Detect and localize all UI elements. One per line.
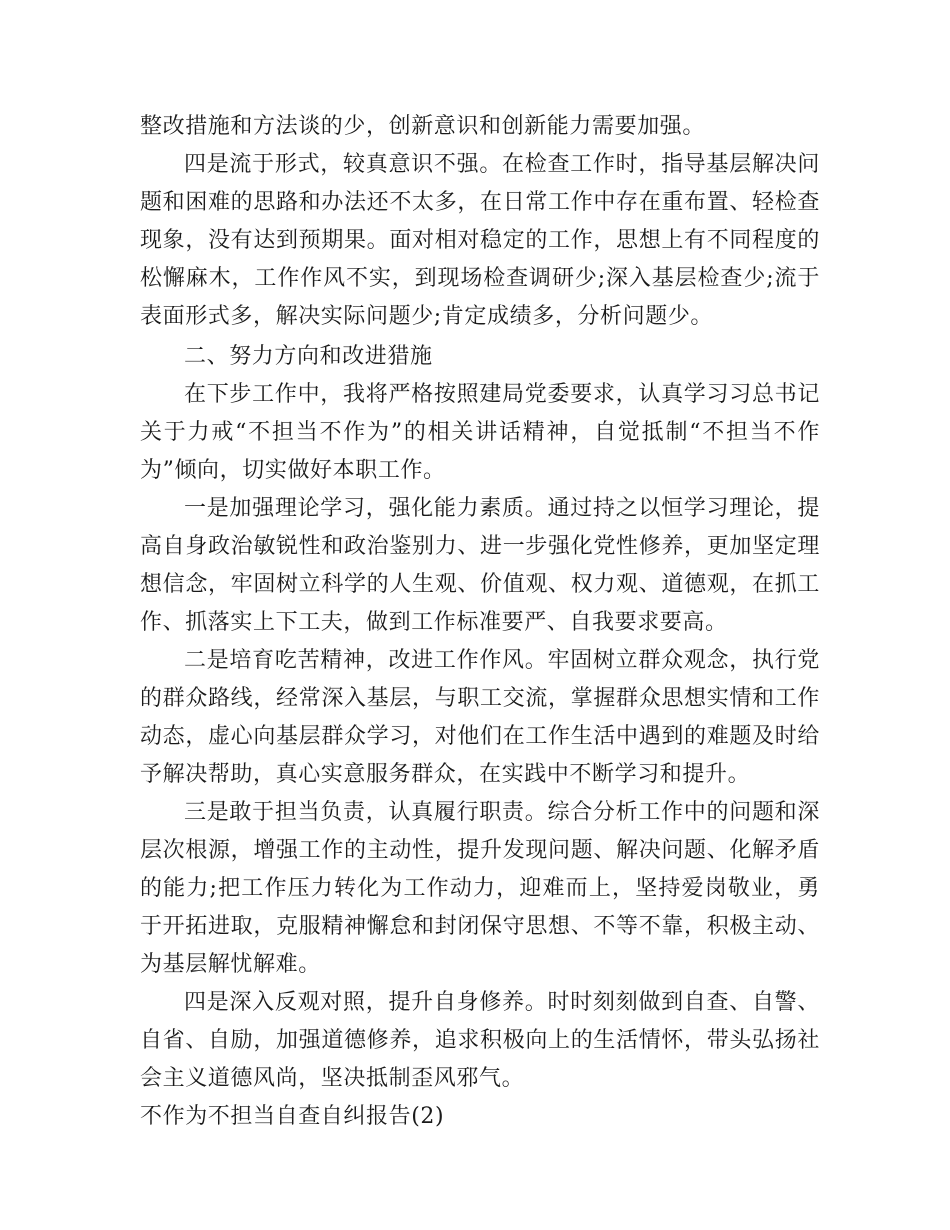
document-body <box>140 108 820 1136</box>
paragraph-self-cultivation: 四是深入反观对照，提升自身修养。时时刻刻做到自查、自警、自省、自励，加强道德修养，追求积极向上的生活情怀，带头弘扬社会主义道德风尚，坚决抵制歪风邪气。 <box>140 990 820 1091</box>
section-heading: 二、努力方向和改进猎施 <box>184 344 433 369</box>
paragraph-work-style: 二是培育吃苦精神，改进工作作风。牢固树立群众观念，执行党的群众路线，经常深入基层，与职工交流，掌握群众思想实情和工作动态，虚心向基层群众学习，对他们在工作生活中遇到的难题及时给予解决帮助，真心实意服务群众，在实践中不断学习和提升。 <box>140 648 820 787</box>
paragraph-continuation: 整改措施和方法谈的少，创新意识和创新能力需要加强。 <box>140 114 706 139</box>
paragraph-formalism: 四是流于形式，较真意识不强。在检查工作时，指导基层解决问题和困难的思路和办法还不太多，在日常工作中存在重布置、轻检查现象，没有达到预期果。面对相对稳定的工作，思想上有不同程度的松懈麻木，工作作风不实，到现场检查调研少;深入基层检查少;流于表面形式多，解决实际问题少;肯定成绩多，分析问题少。 <box>140 152 820 329</box>
paragraph-responsibility: 三是敢于担当负责，认真履行职责。综合分析工作中的问题和深层次根源，增强工作的主动性，提升发现问题、解决问题、化解矛盾的能力;把工作压力转化为工作动力，迎难而上，坚持爱岗敬业，勇于开拓进取，克服精神懈怠和封闭保守思想、不等不靠，积极主动、为基层解忧解难。 <box>140 800 820 977</box>
paragraph-intro: 在下步工作中，我将严格按照建局党委要求，认真学习习总书记关于力戒“不担当不作为”的相关讲话精神，自觉抵制“不担当不作为”倾向，切实做好本职工作。 <box>140 382 820 483</box>
paragraph-theory-study: 一是加强理论学习，强化能力素质。通过持之以恒学习理论，提高自身政治敏锐性和政治鉴别力、进一步强化党性修养，更加坚定理想信念，牢固树立科学的人生观、价值观、权力观、道德观，在抓工作、抓落实上下工夫，做到工作标准要严、自我要求要高。 <box>140 496 820 635</box>
next-document-title: 不作为不担当自查自纠报告(2) <box>140 1104 445 1129</box>
